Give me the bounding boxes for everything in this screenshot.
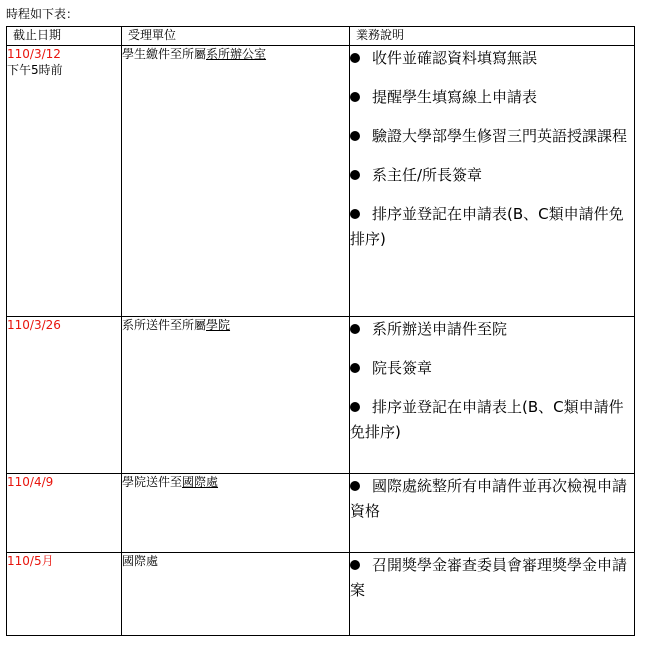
duty-item: [350, 474, 634, 524]
unit-prefix: 系所送件至所屬: [122, 318, 207, 332]
duty-item: [350, 85, 634, 110]
bullet-icon: [350, 170, 360, 180]
duty-text: 提醒學生填寫線上申請表: [372, 88, 538, 106]
table-row: [7, 317, 635, 474]
duty-item: [350, 124, 634, 149]
bullet-icon: [350, 53, 360, 63]
duty-item: [350, 356, 634, 381]
description-cell: [350, 474, 635, 553]
description-cell: [350, 553, 635, 636]
unit-prefix: 國際處: [122, 554, 159, 568]
duty-item: [350, 317, 634, 342]
unit-cell: [122, 474, 350, 553]
duty-text: 系主任/所長簽章: [372, 166, 483, 184]
duty-text: 系所辦送申請件至院: [372, 320, 508, 338]
unit-prefix: 學院送件至: [122, 475, 183, 489]
duty-item: [350, 395, 634, 445]
unit-prefix: 學生繳件至所屬: [122, 47, 207, 61]
bullet-icon: [350, 324, 360, 334]
deadline-cell: [7, 46, 122, 317]
duty-text: 國際處統整所有申請件並再次檢視申請資格: [350, 477, 628, 520]
bullet-icon: [350, 560, 360, 570]
table-header-row: [7, 27, 635, 46]
duty-text: 收件並確認資料填寫無誤: [372, 49, 538, 67]
deadline-date: 110/3/26: [7, 318, 61, 332]
duty-item: [350, 163, 634, 188]
unit-cell: [122, 553, 350, 636]
bullet-icon: [350, 131, 360, 141]
deadline-cell: [7, 553, 122, 636]
duty-item: [350, 553, 634, 603]
duty-item: [350, 46, 634, 71]
table-row: [7, 474, 635, 553]
header-deadline: 截止日期: [7, 27, 122, 46]
description-cell: [350, 317, 635, 474]
duty-text: 院長簽章: [372, 359, 433, 377]
table-row: [7, 46, 635, 317]
bullet-icon: [350, 402, 360, 412]
deadline-date: 110/4/9: [7, 475, 54, 489]
header-unit: 受理單位: [122, 27, 350, 46]
bullet-icon: [350, 481, 360, 491]
duty-item: [350, 202, 634, 252]
duty-text: 排序並登記在申請表上(B、C類申請件免排序): [350, 398, 624, 441]
unit-target: 系所辦公室: [206, 47, 267, 61]
unit-target: 國際處: [182, 475, 219, 489]
bullet-icon: [350, 92, 360, 102]
deadline-cell: [7, 317, 122, 474]
duty-text: 排序並登記在申請表(B、C類申請件免排序): [350, 205, 624, 248]
table-row: [7, 553, 635, 636]
duty-text: 驗證大學部學生修習三門英語授課課程: [372, 127, 628, 145]
intro-text: 時程如下表：: [6, 7, 79, 21]
bullet-icon: [350, 209, 360, 219]
description-cell: [350, 46, 635, 317]
duty-text: 召開獎學金審查委員會審理獎學金申請案: [350, 556, 628, 599]
schedule-table: [6, 26, 635, 636]
bullet-icon: [350, 363, 360, 373]
unit-cell: [122, 46, 350, 317]
deadline-date: 110/5月: [7, 554, 54, 568]
deadline-time: 下午5時前: [7, 63, 63, 77]
unit-target: 學院: [206, 318, 231, 332]
deadline-date: 110/3/12: [7, 47, 61, 61]
deadline-cell: [7, 474, 122, 553]
header-description: 業務說明: [350, 27, 635, 46]
unit-cell: [122, 317, 350, 474]
